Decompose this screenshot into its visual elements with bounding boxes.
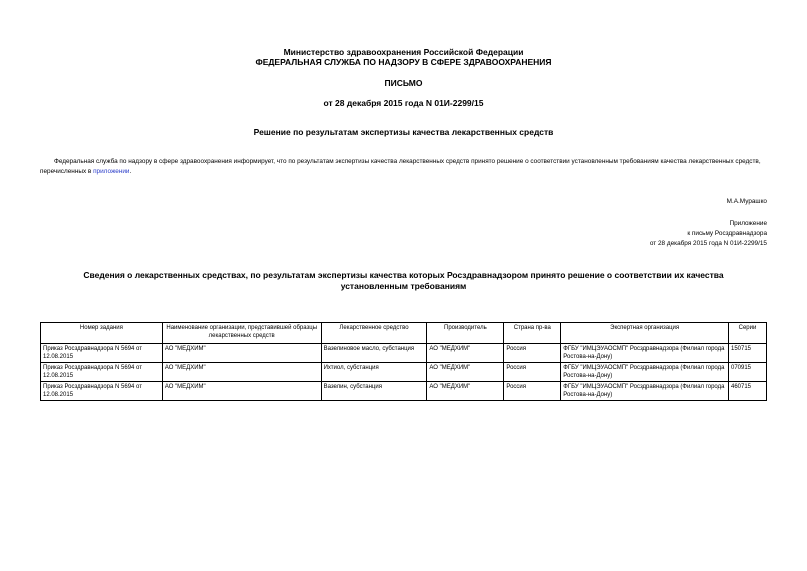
- column-header: Серии: [728, 323, 766, 344]
- table-cell: Россия: [504, 382, 561, 401]
- table-cell: Вазелин, субстанция: [321, 382, 427, 401]
- table-cell: Ихтиол, субстанция: [321, 363, 427, 382]
- column-header: Экспертная организация: [561, 323, 729, 344]
- document-subject: Решение по результатам экспертизы качества лекарственных средств: [253, 127, 554, 137]
- table-cell: АО "МЕДХИМ": [427, 363, 504, 382]
- appendix-line-2: к письму Росздравнадзора: [687, 230, 767, 237]
- table-cell: 460715: [728, 382, 766, 401]
- appendix-title: Сведения о лекарственных средствах, по результатам экспертизы качества которых Росздравнадзором принято решение о соответствии их качества установленным требованиям: [83, 270, 724, 291]
- appendix-label: [650, 219, 767, 249]
- table-cell: ФГБУ "ИМЦЭУАОСМП" Росздравнадзора (Филиал города Ростова-на-Дону): [561, 382, 729, 401]
- table-cell: Россия: [504, 344, 561, 363]
- table-row: [41, 344, 767, 363]
- column-header: Лекарственное средство: [321, 323, 427, 344]
- ministry-name: Министерство здравоохранения Российской Федерации: [283, 47, 524, 57]
- table-cell: Россия: [504, 363, 561, 382]
- appendix-line-3: от 28 декабря 2015 года N 01И-2299/15: [649, 240, 767, 247]
- table-cell: Приказ Росздравнадзора N 5694 от 12.08.2015: [41, 382, 163, 401]
- body-text: Федеральная служба по надзору в сфере здравоохранения информирует, что по результатам экспертизы качества лекарственных средств принято решение о соответствии установленным требованиям качества лекарственных средств, перечисленных в: [40, 158, 761, 175]
- column-header: Страна пр-ва: [504, 323, 561, 344]
- table-cell: ФГБУ "ИМЦЭУАОСМП" Росздравнадзора (Филиал города Ростова-на-Дону): [561, 363, 729, 382]
- body-text-end: .: [129, 168, 132, 175]
- service-name: ФЕДЕРАЛЬНАЯ СЛУЖБА ПО НАДЗОРУ В СФЕРЕ ЗДРАВООХРАНЕНИЯ: [255, 57, 552, 67]
- table-cell: АО "МЕДХИМ": [162, 363, 321, 382]
- column-header: Производитель: [427, 323, 504, 344]
- table-header-row: [41, 323, 767, 344]
- appendix-link[interactable]: приложении: [93, 168, 130, 175]
- table-row: [41, 382, 767, 401]
- table-cell: АО "МЕДХИМ": [427, 382, 504, 401]
- document-type: ПИСЬМО: [384, 78, 423, 88]
- table-cell: Приказ Росздравнадзора N 5694 от 12.08.2015: [41, 344, 163, 363]
- table-row: [41, 363, 767, 382]
- table-cell: ФГБУ "ИМЦЭУАОСМП" Росздравнадзора (Филиал города Ростова-на-Дону): [561, 344, 729, 363]
- medicines-table: [40, 322, 767, 401]
- table-cell: 150715: [728, 344, 766, 363]
- table-cell: АО "МЕДХИМ": [427, 344, 504, 363]
- table-cell: Приказ Росздравнадзора N 5694 от 12.08.2015: [41, 363, 163, 382]
- table-cell: 070915: [728, 363, 766, 382]
- appendix-line-1: Приложение: [729, 220, 767, 227]
- table-cell: АО "МЕДХИМ": [162, 344, 321, 363]
- signature: М.А.Мурашко: [726, 198, 767, 205]
- table-cell: Вазелиновое масло, субстанция: [321, 344, 427, 363]
- body-paragraph: [40, 157, 767, 177]
- table-cell: АО "МЕДХИМ": [162, 382, 321, 401]
- column-header: Номер задания: [41, 323, 163, 344]
- document-date: от 28 декабря 2015 года N 01И-2299/15: [323, 98, 484, 108]
- column-header: Наименование организации, представившей образцы лекарственных средств: [162, 323, 321, 344]
